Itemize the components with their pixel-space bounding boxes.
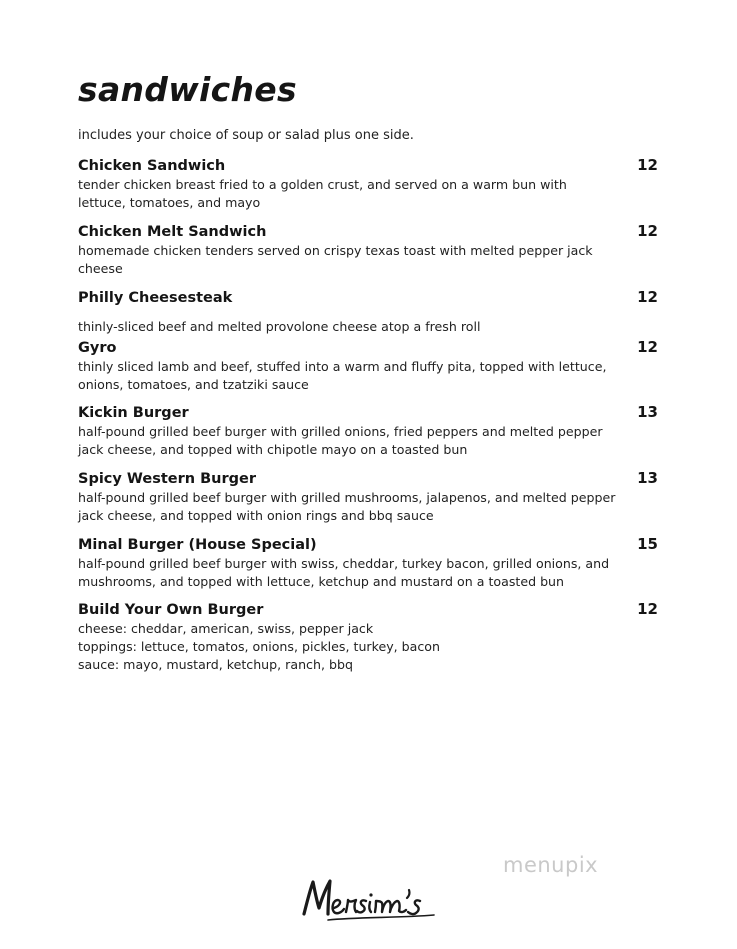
item-description: sauce: mayo, mustard, ketchup, ranch, bbq	[78, 657, 353, 672]
item-price: 12	[637, 600, 658, 618]
item-name: Build Your Own Burger	[78, 602, 264, 618]
item-description: homemade chicken tenders served on crispy texas toast with melted pepper jack	[78, 243, 593, 258]
menu-item	[78, 469, 660, 535]
menu-page	[78, 0, 660, 949]
menu-list	[78, 156, 660, 674]
menu-item	[78, 535, 660, 600]
menu-item	[78, 403, 660, 469]
item-price: 12	[637, 222, 658, 240]
item-description: jack cheese, and topped with chipotle mayo on a toasted bun	[78, 442, 468, 457]
page-title: sandwiches	[78, 70, 297, 109]
item-description: half-pound grilled beef burger with swiss, cheddar, turkey bacon, grilled onions, and	[78, 556, 610, 571]
item-name: Chicken Sandwich	[78, 158, 226, 174]
item-price: 13	[637, 469, 658, 487]
item-description: tender chicken breast fried to a golden crust, and served on a warm bun with	[78, 177, 567, 192]
item-description: thinly-sliced beef and melted provolone cheese atop a fresh roll	[78, 319, 481, 334]
item-description: half-pound grilled beef burger with grilled onions, fried peppers and melted pepper	[78, 424, 603, 439]
menu-item	[78, 288, 660, 338]
item-name: Minal Burger (House Special)	[78, 537, 317, 553]
item-price: 15	[637, 535, 658, 553]
item-price: 12	[637, 338, 658, 356]
restaurant-logo	[298, 876, 440, 926]
item-description: cheese: cheddar, american, swiss, pepper jack	[78, 621, 374, 636]
item-price: 13	[637, 403, 658, 421]
watermark-text: menupix	[503, 853, 599, 877]
menu-item	[78, 600, 660, 674]
item-description: onions, tomatoes, and tzatziki sauce	[78, 377, 309, 392]
item-name: Philly Cheesesteak	[78, 290, 233, 306]
item-description: mushrooms, and topped with lettuce, ketchup and mustard on a toasted bun	[78, 574, 565, 589]
item-description: cheese	[78, 261, 123, 276]
item-description: lettuce, tomatoes, and mayo	[78, 195, 261, 210]
item-description: jack cheese, and topped with onion rings and bbq sauce	[78, 508, 434, 523]
section-subtitle: includes your choice of soup or salad plus one side.	[78, 128, 414, 143]
item-description: half-pound grilled beef burger with grilled mushrooms, jalapenos, and melted pepper	[78, 490, 616, 505]
item-price: 12	[637, 156, 658, 174]
item-name: Spicy Western Burger	[78, 471, 257, 487]
menu-item	[78, 222, 660, 288]
item-name: Chicken Melt Sandwich	[78, 224, 267, 240]
item-description: thinly sliced lamb and beef, stuffed into a warm and fluffy pita, topped with lettuce,	[78, 359, 607, 374]
item-price: 12	[637, 288, 658, 306]
item-name: Kickin Burger	[78, 405, 189, 421]
menu-item	[78, 156, 660, 222]
menu-item	[78, 338, 660, 403]
item-name: Gyro	[78, 340, 117, 356]
item-description: toppings: lettuce, tomatos, onions, pickles, turkey, bacon	[78, 639, 440, 654]
